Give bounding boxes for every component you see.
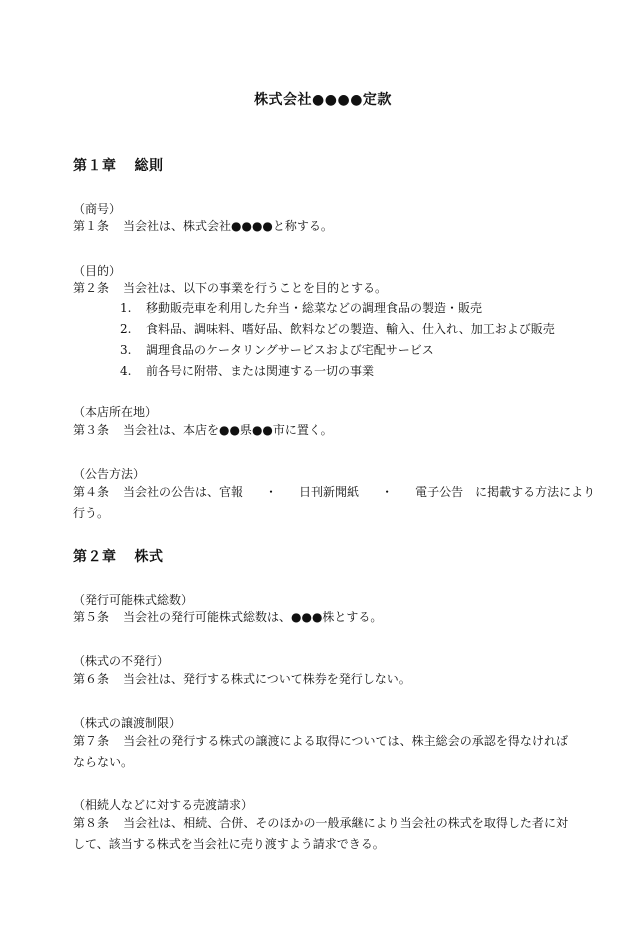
article-2-list (120, 298, 555, 382)
chapter-1-title: 総則 (134, 158, 164, 174)
article-6-heading: （株式の不発行） (73, 654, 170, 668)
list-item-text: 移動販売車を利用した弁当・総菜などの調理食品の製造・販売 (146, 301, 483, 315)
list-item-text: 前各号に附帯、または関連する一切の事業 (146, 364, 375, 378)
article-2-heading: （目的） (73, 264, 122, 278)
document-page (73, 0, 596, 940)
article-4-heading: （公告方法） (73, 467, 146, 481)
article-1-heading: （商号） (73, 202, 122, 216)
list-item (120, 361, 555, 382)
article-8 (73, 813, 568, 855)
article-4-separator: ・ (381, 485, 394, 499)
chapter-1-label: 第１章 (73, 158, 117, 174)
article-6-number: 第６条 (73, 672, 110, 686)
article-4-line-2: 行う。 (73, 506, 110, 520)
article-5-text: 当会社の発行可能株式総数は、●●●株とする。 (123, 610, 383, 624)
article-2-text: 当会社は、以下の事業を行うことを目的とする。 (123, 281, 388, 295)
chapter-2-label: 第２章 (73, 549, 117, 565)
article-6-text: 当会社は、発行する株式について株券を発行しない。 (123, 672, 411, 686)
article-1 (73, 216, 568, 237)
article-7-number: 第７条 (73, 734, 110, 748)
article-8-text: 当会社は、相続、合併、そのほかの一般承継により当会社の株式を取得した者に対して、該当する株式を当会社に売り渡すよう請求できる。 (73, 816, 568, 851)
article-7-heading: （株式の譲渡制限） (73, 716, 182, 730)
article-1-text: 当会社は、株式会社●●●●と称する。 (123, 219, 333, 233)
article-5-heading: （発行可能株式総数） (73, 593, 194, 607)
article-4-text-a: 当会社の公告は、官報 (123, 485, 244, 499)
article-6 (73, 669, 568, 690)
article-4-separator: ・ (265, 485, 278, 499)
article-7 (73, 731, 568, 773)
list-item (120, 298, 555, 319)
article-1-number: 第１条 (73, 219, 110, 233)
article-8-heading: （相続人などに対する売渡請求） (73, 798, 254, 812)
list-item-marker: 4. (120, 364, 132, 378)
article-4-text-d: に掲載する方法により (475, 485, 596, 499)
list-item (120, 340, 555, 361)
chapter-2-heading (73, 546, 164, 566)
list-item-marker: 1. (120, 301, 132, 315)
chapter-1-heading (73, 155, 164, 175)
article-4-text-b: 日刊新聞紙 (299, 485, 360, 499)
article-3-heading: （本店所在地） (73, 405, 158, 419)
article-8-number: 第８条 (73, 816, 110, 830)
article-3 (73, 420, 568, 441)
list-item-marker: 3. (120, 343, 132, 357)
list-item (120, 319, 555, 340)
list-item-text: 調理食品のケータリングサービスおよび宅配サービス (146, 343, 434, 357)
article-7-text: 当会社の発行する株式の譲渡による取得については、株主総会の承認を得なければならない。 (73, 734, 568, 769)
article-4-text-c: 電子公告 (415, 485, 464, 499)
article-4 (73, 482, 596, 524)
list-item-marker: 2. (120, 322, 132, 336)
article-3-number: 第３条 (73, 423, 110, 437)
chapter-2-title: 株式 (134, 549, 164, 565)
list-item-text: 食料品、調味料、嗜好品、飲料などの製造、輸入、仕入れ、加工および販売 (146, 322, 555, 336)
article-2 (73, 278, 568, 299)
document-title: 株式会社●●●●定款 (254, 92, 392, 108)
article-4-number: 第４条 (73, 485, 110, 499)
article-5-number: 第５条 (73, 610, 110, 624)
article-5 (73, 607, 568, 628)
article-3-text: 当会社は、本店を●●県●●市に置く。 (123, 423, 333, 437)
article-4-line-1 (73, 482, 596, 503)
article-2-number: 第２条 (73, 281, 110, 295)
